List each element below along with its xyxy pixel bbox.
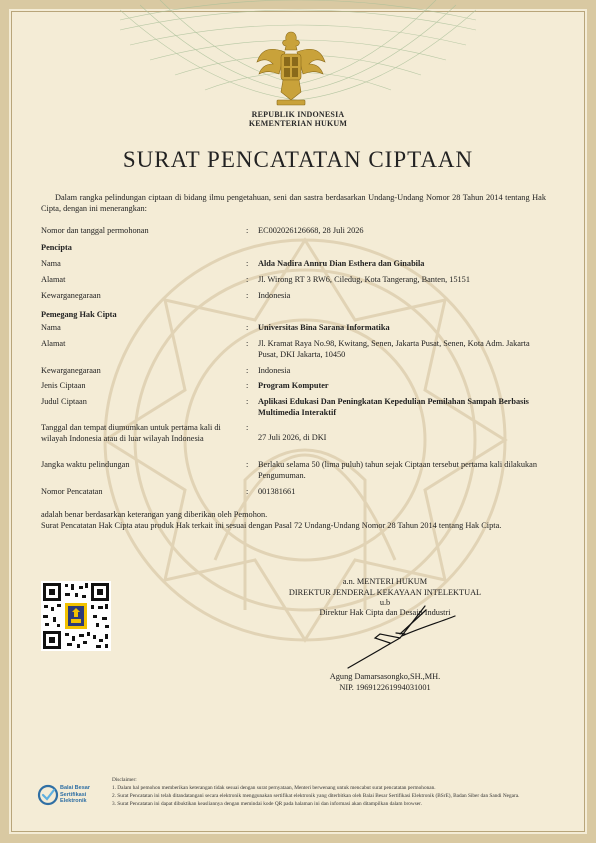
disclaimer (112, 776, 562, 808)
holder-heading: Pemegang Hak Cipta (41, 310, 117, 319)
creator-citizenship: Indonesia (258, 291, 291, 300)
disclaimer-item: 3. Surat Pencatatan ini dapat dibuktikan keasliannya dengan memindai kode QR pada halaman ini dan informasi akan ditampilkan dalam browser. (112, 801, 422, 807)
signatory-director: Direktur Hak Cipta dan Desain Industri (319, 608, 451, 617)
signatory-director-general: DIREKTUR JENDERAL KEKAYAAN INTELEKTUAL (288, 588, 482, 597)
creator-name: Alda Nadira Annru Dian Esthera dan Ginabila (258, 259, 425, 268)
signatory-name: Agung Damarsasongko,SH.,MH. (329, 672, 441, 681)
ministry-label: KEMENTERIAN HUKUM (248, 119, 348, 128)
republic-label: REPUBLIK INDONESIA (251, 110, 345, 119)
work-type: Program Komputer (258, 381, 329, 390)
document-title: SURAT PENCATATAN CIPTAAN (122, 147, 474, 172)
application-label: Nomor dan tanggal permohonan (41, 226, 149, 235)
certificate-page: REPUBLIK INDONESIA KEMENTERIAN HUKUM SURAT PENCATATAN CIPTAAN Dalam rangka pelindungan ciptaan di bidang ilmu pengetahuan, seni dan sastra berdasarkan Undang-Undang Nomor 28 Tahun 2014 tentang Hak Cipta, dengan ini menerangkan: Nomor dan tanggal permohonan : EC002026126668, 28 Juli 2026 Pencipta Nama : Alda Nadira Annru Dian Esthera dan Ginabila Alamat : Jl. Wirong RT 3 RW6, Ciledug, Kota Tangerang, Banten, 15151 Kewarganegaraan : Indonesia Pemegang Hak Cipta Nama : Universitas Bina Sarana Informatika Alamat : Jl. Kramat Raya No.98, Kwitang, Senen, Jakarta Pusat, Senen, Kota Adm. Jakarta Pusat, DKI Jakarta, 10450 Kewarganegaraan : Indonesia Jenis Ciptaan : Program Komputer Judul Ciptaan : Aplikasi Edukasi Dan Peningkatan Kepedulian Pemilahan Sampah Berbasis Multimedia Interaktif Tanggal dan tempat diumumkan untuk pertama kali di wilayah Indonesia atau di luar wilayah Indonesia : 27 Juli 2026, di DKI Jangka waktu pelindungan : Berlaku selama 50 (lima puluh) tahun sejak Ciptaan tersebut pertama kali dilakukan Pengumuman. Nomor Pencatatan : 001381661 adalah benar berdasarkan keterangan yang diberikan oleh Pemohon. Surat Pencatatan Hak Cipta atau produk Hak terkait ini sesuai dengan Pasal 72 Undang-Undang Nomor 28 Tahun 2014 tentang Hak Cipta. a.n. MENTERI HUKUM DIREKTUR JENDERAL KEKAYAAN INTELEKTUAL u.b Direktur Hak Cipta dan Desain Industri Agung Damarsasongko,SH.,MH. NIP. 196912261994031001 Balai Besar Sertifikasi Elektronik Disclaimer: 1. Dalam hal pemohon memberikan keterangan tidak sesuai dengan surat pernyataan, Menteri berwenang untuk mencabut surat pencatatan permohonan. 2. Surat Pencatatan ini telah ditandatangani secara elektronik menggunakan sertifikat elektronik yang diterbitkan oleh Balai Besar Sertifikasi Elektronik (BSrE), Badan Siber dan Sandi Negara. 3. Surat Pencatatan ini dapat dibuktikan keasliannya dengan memindai kode QR pada halaman ini dan informasi akan ditampilkan dalam browser. (0, 0, 596, 843)
disclaimer-heading: Disclaimer: (112, 777, 137, 783)
disclaimer-item: 2. Surat Pencatatan ini telah ditandatangani secara elektronik menggunakan sertifikat elektronik yang diterbitkan oleh Balai Besar Sertifikasi Elektronik (BSrE), Badan Siber dan Sandi Negara. (112, 793, 520, 799)
garuda-emblem-icon (255, 28, 327, 108)
record-value: 001381661 (258, 487, 296, 496)
intro-paragraph: Dalam rangka pelindungan ciptaan di bidang ilmu pengetahuan, seni dan sastra berdasarkan Undang-Undang Nomor 28 Tahun 2014 tentang Hak Cipta, dengan ini menerangkan: (41, 193, 546, 213)
bsre-label: Balai Besar Sertifikasi Elektronik (60, 785, 90, 804)
signatory-nip: NIP. 196912261994031001 (339, 683, 431, 692)
closing-line-2: Surat Pencatatan Hak Cipta atau produk Hak terkait ini sesuai dengan Pasal 72 Undang-Undang Nomor 28 Tahun 2014 tentang Hak Cipta. (41, 521, 502, 530)
qr-code-icon[interactable] (41, 581, 111, 651)
holder-name: Universitas Bina Sarana Informatika (258, 323, 390, 332)
closing-line-1: adalah benar berdasarkan keterangan yang diberikan oleh Pemohon. (41, 510, 268, 519)
holder-citizenship: Indonesia (258, 366, 291, 375)
creator-heading: Pencipta (41, 243, 72, 252)
period-value: Berlaku selama 50 (lima puluh) tahun sejak Ciptaan tersebut pertama kali dilakukan Pengumuman. (258, 460, 538, 480)
announce-value: 27 Juli 2026, di DKI (258, 433, 327, 442)
disclaimer-item: 1. Dalam hal pemohon memberikan keterangan tidak sesuai dengan surat pernyataan, Menteri berwenang untuk mencabut surat pencatatan permohonan. (112, 785, 436, 791)
holder-address: Jl. Kramat Raya No.98, Kwitang, Senen, Jakarta Pusat, Senen, Kota Adm. Jakarta Pusat, DKI Jakarta, 10450 (258, 339, 530, 359)
closing-text (41, 509, 546, 531)
bsre-logo-icon (37, 784, 59, 806)
signatory-an: a.n. MENTERI HUKUM (342, 577, 428, 586)
work-title: Aplikasi Edukasi Dan Peningkatan Kepedulian Pemilahan Sampah Berbasis Multimedia Interaktif (258, 397, 529, 417)
handwritten-signature (330, 598, 460, 673)
signatory-ub: u.b (379, 598, 391, 607)
creator-address: Jl. Wirong RT 3 RW6, Ciledug, Kota Tangerang, Banten, 15151 (258, 275, 470, 284)
application-value: EC002026126668, 28 Juli 2026 (258, 226, 364, 235)
